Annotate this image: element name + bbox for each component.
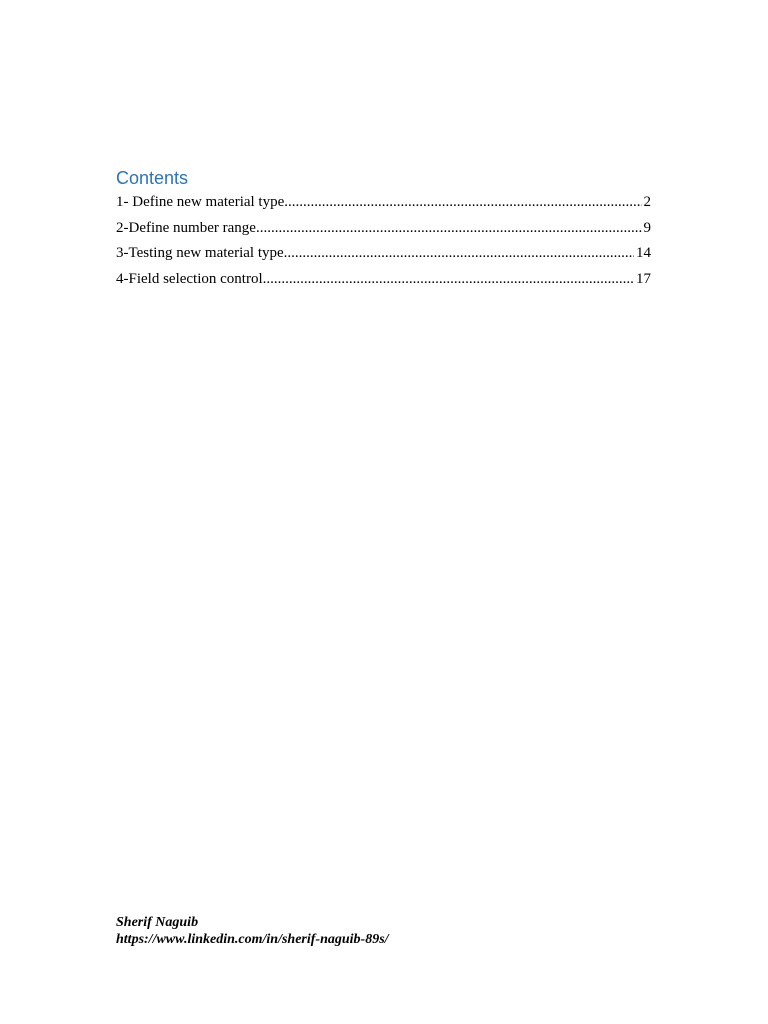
toc-entry-title: 2-Define number range bbox=[116, 219, 256, 236]
toc-entry-field-selection-control[interactable] bbox=[116, 269, 651, 295]
toc-list bbox=[116, 192, 651, 294]
toc-entry-define-number-range[interactable] bbox=[116, 218, 651, 244]
toc-entry-page: 2 bbox=[643, 194, 651, 210]
toc-entry-page: 17 bbox=[636, 270, 651, 287]
toc-heading: Contents bbox=[116, 168, 189, 188]
toc-entry-title: 3-Testing new material type bbox=[116, 245, 284, 261]
footer-author: Sherif Naguib bbox=[116, 915, 199, 930]
page-footer bbox=[116, 914, 389, 948]
toc-entry-page: 9 bbox=[643, 219, 651, 236]
toc-dot-leader bbox=[263, 269, 634, 289]
toc-dot-leader bbox=[284, 243, 634, 263]
toc-entry-define-material-type[interactable] bbox=[116, 192, 651, 218]
toc-entry-title: 4-Field selection control bbox=[116, 270, 263, 287]
toc-entry-page: 14 bbox=[636, 245, 651, 261]
toc-entry-title: 1- Define new material type bbox=[116, 194, 285, 210]
toc-dot-leader bbox=[284, 192, 641, 212]
toc-entry-testing-material-type[interactable] bbox=[116, 243, 651, 269]
toc-dot-leader bbox=[256, 218, 642, 238]
footer-linkedin-url[interactable]: https://www.linkedin.com/in/sherif-naguib-89s/ bbox=[116, 932, 389, 947]
